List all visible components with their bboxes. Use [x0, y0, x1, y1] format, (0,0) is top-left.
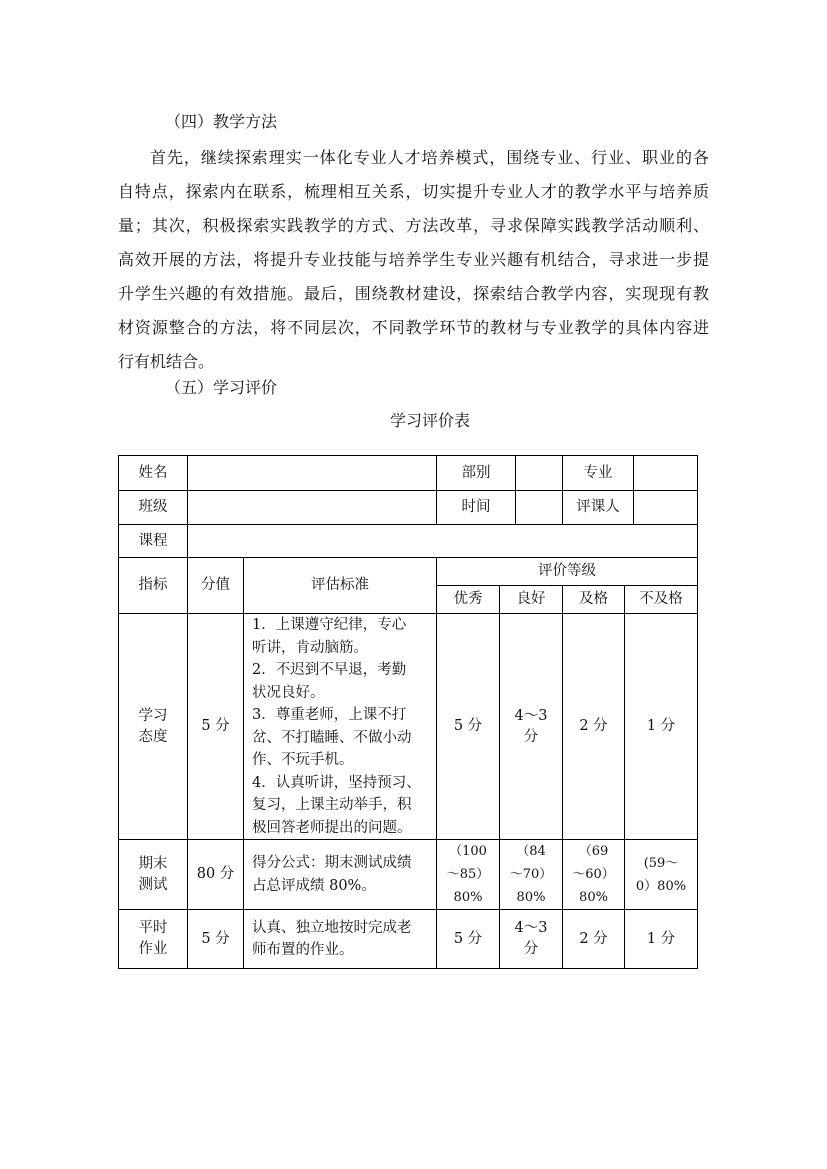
paragraph-line: 行有机结合。: [118, 352, 215, 371]
info-row-2: [119, 491, 698, 525]
major-label: 专业: [563, 456, 634, 490]
table-row: [119, 910, 698, 969]
major-cell: [563, 456, 698, 491]
pass-cell: 2 分: [563, 614, 625, 840]
course-row: [119, 525, 698, 558]
good-cell: 4～3 分: [500, 614, 563, 840]
section-heading-teaching-method: （四）教学方法: [165, 112, 278, 131]
header-row-1: [119, 558, 698, 586]
score-cell: 80 分: [188, 840, 244, 910]
info-row-1: [119, 456, 698, 491]
indicator-cell: 学习 态度: [119, 614, 188, 840]
time-label: 时间: [437, 491, 516, 524]
class-label: 班级: [119, 491, 188, 525]
grade-excellent-header: 优秀: [437, 586, 500, 614]
paragraph-line: 材资源整合的方法，将不同层次，不同教学环节的教材与专业教学的具体内容进: [118, 318, 709, 337]
dept-cell: [437, 456, 563, 491]
paragraph-line: 量；其次，积极探索实践教学的方式、方法改革，寻求保障实践教学活动顺利、: [118, 216, 709, 235]
excellent-cell: 5 分: [437, 614, 500, 840]
indicator-cell: 期末 测试: [119, 840, 188, 910]
table-row: [119, 840, 698, 910]
fail-cell: 1 分: [625, 910, 698, 969]
time-field: [516, 491, 562, 524]
score-cell: 5 分: [188, 614, 244, 840]
table-row: [119, 614, 698, 840]
name-field: [188, 456, 437, 491]
score-cell: 5 分: [188, 910, 244, 969]
name-label: 姓名: [119, 456, 188, 491]
pass-cell: 2 分: [563, 910, 625, 969]
indicator-cell: 平时 作业: [119, 910, 188, 969]
score-header: 分值: [188, 558, 244, 614]
course-field: [188, 525, 698, 558]
grade-good-header: 良好: [500, 586, 563, 614]
fail-cell: 1 分: [625, 614, 698, 840]
paragraph-line: 首先，继续探索理实一体化专业人才培养模式，围绕专业、行业、职业的各: [150, 148, 709, 167]
paragraph-line: 升学生兴趣的有效措施。最后，围绕教材建设，探索结合教学内容，实现现有教: [118, 284, 709, 303]
course-label: 课程: [119, 525, 188, 558]
dept-label: 部别: [437, 456, 516, 490]
time-cell: [437, 491, 563, 525]
excellent-cell: 5 分: [437, 910, 500, 969]
grade-header: 评价等级: [437, 558, 698, 586]
criteria-cell: 得分公式：期末测试成绩 占总评成绩 80%。: [244, 840, 437, 910]
criteria-header: 评估标准: [244, 558, 437, 614]
paragraph-line: 自特点，探索内在联系，梳理相互关系，切实提升专业人才的教学水平与培养质: [118, 182, 709, 201]
major-field: [634, 456, 697, 490]
paragraph-line: 高效开展的方法，将提升专业技能与培养学生专业兴趣有机结合，寻求进一步提: [118, 250, 709, 269]
good-cell: 4～3 分: [500, 910, 563, 969]
excellent-cell: （100 ～85） 80%: [437, 840, 500, 910]
evaluator-cell: [563, 491, 698, 525]
evaluator-field: [634, 491, 697, 524]
evaluation-table: [118, 455, 698, 969]
criteria-cell: 认真、独立地按时完成老 师布置的作业。: [244, 910, 437, 969]
fail-cell: (59～ 0）80%: [625, 840, 698, 910]
class-field: [188, 491, 437, 525]
pass-cell: （69 ～60） 80%: [563, 840, 625, 910]
grade-pass-header: 及格: [563, 586, 625, 614]
dept-field: [516, 456, 562, 490]
good-cell: （84 ～70） 80%: [500, 840, 563, 910]
section-heading-learning-evaluation: （五）学习评价: [165, 378, 278, 397]
indicator-header: 指标: [119, 558, 188, 614]
criteria-cell: 1．上课遵守纪律，专心 听讲，肯动脑筋。 2．不迟到不早退，考勤 状况良好。 3．尊重老师，上课不打 岔、不打瞌睡、不做小动 作、不玩手机。 4．认真听讲，坚持预习、 复习，上课主动举手，积 极回答老师提出的问题。: [244, 614, 437, 840]
evaluator-label: 评课人: [563, 491, 634, 524]
grade-fail-header: 不及格: [625, 586, 698, 614]
table-title: 学习评价表: [389, 411, 470, 430]
